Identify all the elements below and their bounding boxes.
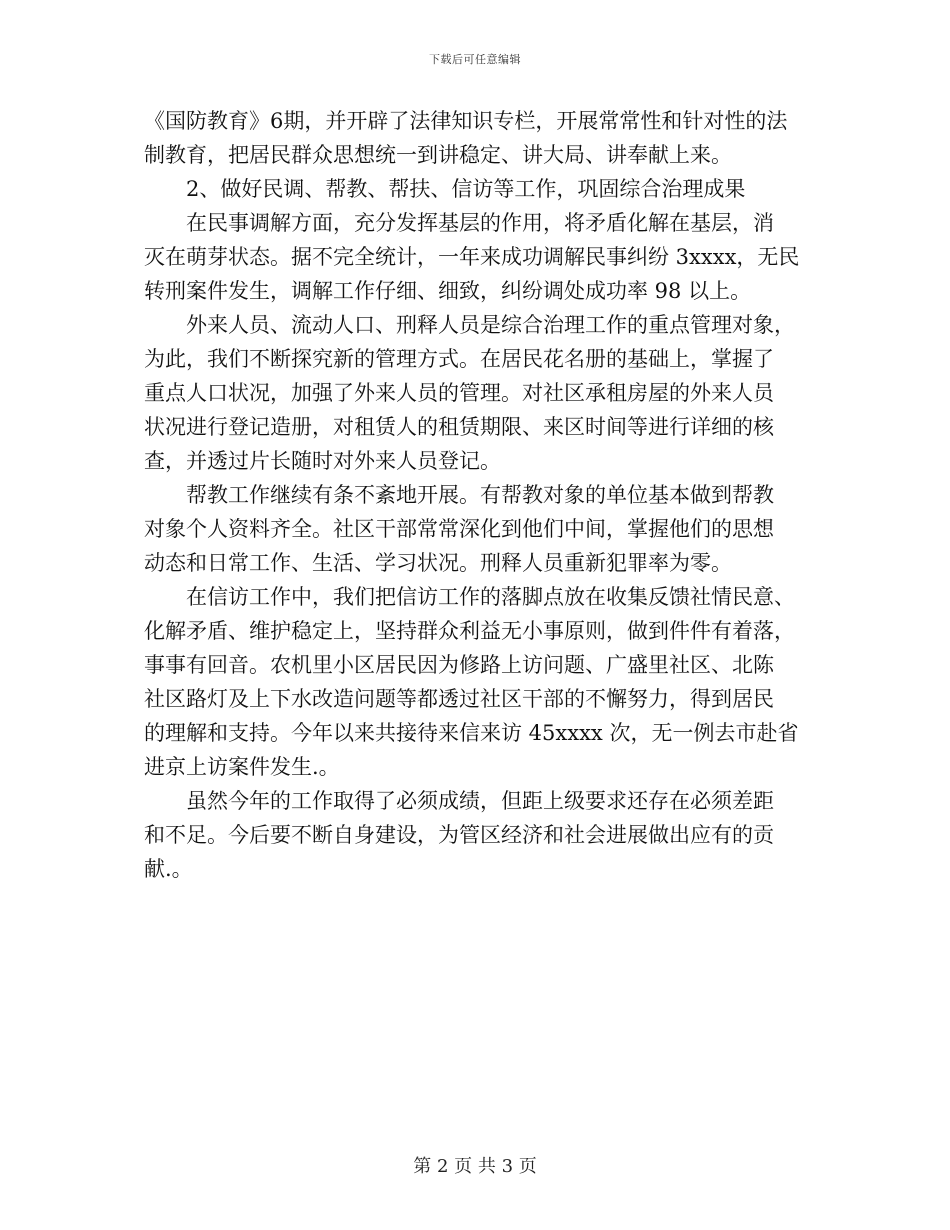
- page-number-footer: 第 2 页 共 3 页: [413, 1156, 537, 1177]
- text-line: 事事有回音。农机里小区居民因为修路上访问题、广盛里社区、北陈: [144, 653, 774, 677]
- text-line: 帮教工作继续有条不紊地开展。有帮教对象的单位基本做到帮教: [186, 483, 774, 507]
- text-line: 在民事调解方面，充分发挥基层的作用，将矛盾化解在基层，消: [186, 211, 774, 235]
- text-line: 转刑案件发生，调解工作仔细、细致，纠纷调处成功率 98 以上。: [144, 279, 752, 303]
- text-line: 虽然今年的工作取得了必须成绩，但距上级要求还存在必须差距: [186, 789, 774, 813]
- page-header: 下载后可任意编辑: [429, 53, 521, 66]
- text-line: 献.。: [144, 857, 193, 881]
- text-line: 状况进行登记造册，对租赁人的租赁期限、来区时间等进行详细的核: [144, 415, 774, 439]
- text-line: 灭在萌芽状态。据不完全统计，一年来成功调解民事纠纷 3xxxx，无民: [144, 245, 800, 269]
- text-line: 外来人员、流动人口、刑释人员是综合治理工作的重点管理对象，: [186, 313, 795, 337]
- section-heading: 2、做好民调、帮教、帮扶、信访等工作，巩固综合治理成果: [186, 177, 746, 201]
- text-line: 动态和日常工作、生活、学习状况。刑释人员重新犯罪率为零。: [144, 551, 732, 575]
- text-line: 《国防教育》6期，并开辟了法律知识专栏，开展常常性和针对性的法: [144, 109, 788, 133]
- text-line: 对象个人资料齐全。社区干部常常深化到他们中间，掌握他们的思想: [144, 517, 774, 541]
- text-line: 在信访工作中，我们把信访工作的落脚点放在收集反馈社情民意、: [186, 585, 795, 609]
- text-line: 化解矛盾、维护稳定上，坚持群众利益无小事原则，做到件件有着落，: [144, 619, 795, 643]
- text-line: 的理解和支持。今年以来共接待来信来访 45xxxx 次，无一例去市赴省: [144, 721, 799, 745]
- text-line: 查，并透过片长随时对外来人员登记。: [144, 449, 501, 473]
- text-line: 重点人口状况，加强了外来人员的管理。对社区承租房屋的外来人员: [144, 381, 774, 405]
- text-line: 社区路灯及上下水改造问题等都透过社区干部的不懈努力，得到居民: [144, 687, 774, 711]
- text-line: 制教育，把居民群众思想统一到讲稳定、讲大局、讲奉献上来。: [144, 143, 732, 167]
- text-line: 和不足。今后要不断自身建设，为管区经济和社会进展做出应有的贡: [144, 823, 774, 847]
- text-line: 进京上访案件发生.。: [144, 755, 340, 779]
- document-body: [144, 104, 810, 886]
- text-line: 为此，我们不断探究新的管理方式。在居民花名册的基础上，掌握了: [144, 347, 774, 371]
